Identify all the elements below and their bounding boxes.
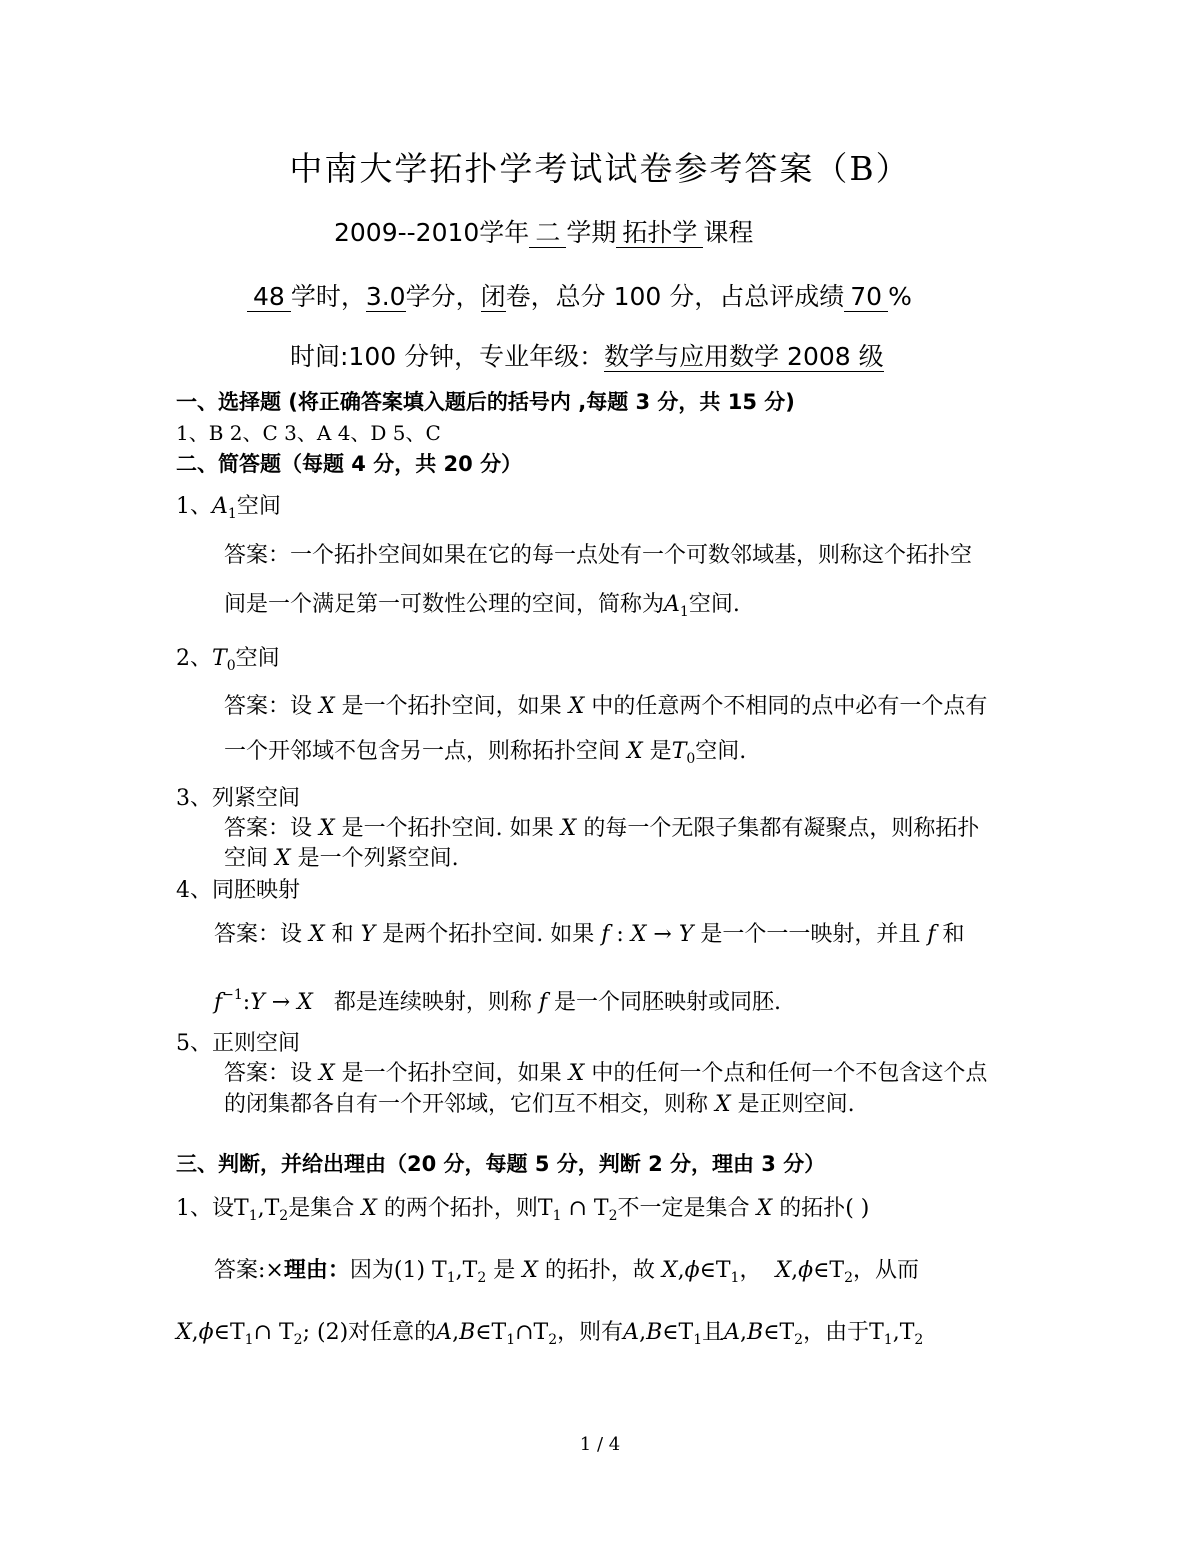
q2-2-title: 2、$T_0$空间 bbox=[176, 646, 280, 674]
section3-heading: 三、判断，并给出理由（20 分，每题 5 分，判断 2 分，理由 3 分） bbox=[176, 1152, 826, 1176]
q2-4-title: 4、同胚映射 bbox=[176, 878, 300, 903]
section2-heading: 二、简答题（每题 4 分，共 20 分） bbox=[176, 452, 523, 476]
hours-value: 48 bbox=[247, 284, 291, 312]
q2-2-answer-line1: 答案：设 X 是一个拓扑空间，如果 X 中的任意两个不相同的点中必有一个点有 bbox=[224, 694, 988, 719]
q2-3-title: 3、列紧空间 bbox=[176, 786, 300, 811]
q2-4-answer-line2: $f^{-1}:Y \to X$ 都是连续映射，则称 f 是一个同胚映射或同胚. bbox=[214, 987, 781, 1015]
major-value: 数学与应用数学 2008 级 bbox=[604, 342, 884, 371]
section1-answers: 1、B 2、C 3、A 4、D 5、C bbox=[176, 421, 441, 445]
q2-5-answer-line1: 答案：设 X 是一个拓扑空间，如果 X 中的任何一个点和任何一个不包含这个点 bbox=[224, 1061, 988, 1086]
credit-line: 48 学时，3.0学分，闭卷，总分 100 分，占总评成绩 70 % bbox=[247, 284, 912, 312]
q3-1-answer-line1: 答案:×理由：因为(1) $T_1,T_2$ 是 X 的拓扑，故 $X,\phi\in T_1$， $X,\phi\in T_2$，从而 bbox=[214, 1258, 920, 1286]
q2-2-answer-line2: 一个开邻域不包含另一点，则称拓扑空间 X 是$T_0$空间. bbox=[224, 739, 747, 767]
q2-3-answer-line1: 答案：设 X 是一个拓扑空间. 如果 X 的每一个无限子集都有凝聚点，则称拓扑 bbox=[224, 816, 980, 841]
q2-4-answer-line1: 答案：设 X 和 Y 是两个拓扑空间. 如果 f : X → Y 是一个一一映射，并且 f 和 bbox=[214, 922, 965, 947]
q2-3-answer-line2: 空间 X 是一个列紧空间. bbox=[224, 846, 459, 871]
page-number: 1 / 4 bbox=[579, 1434, 621, 1455]
course-line: 2009--2010学年 二 学期 拓扑学 课程 bbox=[334, 218, 754, 247]
q2-5-title: 5、正则空间 bbox=[176, 1031, 300, 1056]
term-value: 二 bbox=[529, 220, 566, 248]
document-title: 中南大学拓扑学考试试卷参考答案（B） bbox=[289, 149, 911, 188]
closed-book: 闭 bbox=[480, 282, 506, 311]
q2-1-title: 1、$A_1$空间 bbox=[176, 494, 281, 522]
course-name: 拓扑学 bbox=[616, 220, 703, 248]
time-major-line: 时间:100 分钟，专业年级：数学与应用数学 2008 级 bbox=[290, 342, 884, 371]
credits-value: 3.0 bbox=[365, 282, 406, 311]
q2-1-answer-line2: 间是一个满足第一可数性公理的空间，简称为$A_1$空间. bbox=[224, 592, 740, 620]
q2-1-answer-line1: 答案：一个拓扑空间如果在它的每一点处有一个可数邻域基，则称这个拓扑空 bbox=[224, 543, 973, 568]
weight-percent: 70 bbox=[844, 284, 888, 312]
reason-label: 理由： bbox=[283, 1258, 350, 1283]
q2-5-answer-line2: 的闭集都各自有一个开邻域，它们互不相交，则称 X 是正则空间. bbox=[224, 1092, 855, 1117]
academic-years: 2009--2010 bbox=[334, 218, 480, 247]
section1-heading: 一、选择题 (将正确答案填入题后的括号内 ,每题 3 分，共 15 分) bbox=[176, 390, 795, 414]
q3-1-answer-line2: $X,\phi\in T_1\cap$ $T_2$; (2)对任意的$A,B\in T_1\cap T_2$，则有$A,B\in T_1$且$A,B\in T_2$，由于$T_1,T_2$ bbox=[176, 1320, 924, 1348]
q3-1-statement: 1、设$T_1,T_2$是集合 X 的两个拓扑，则$T_1$ ∩ $T_2$不一定是集合 X 的拓扑( ) bbox=[176, 1196, 870, 1224]
